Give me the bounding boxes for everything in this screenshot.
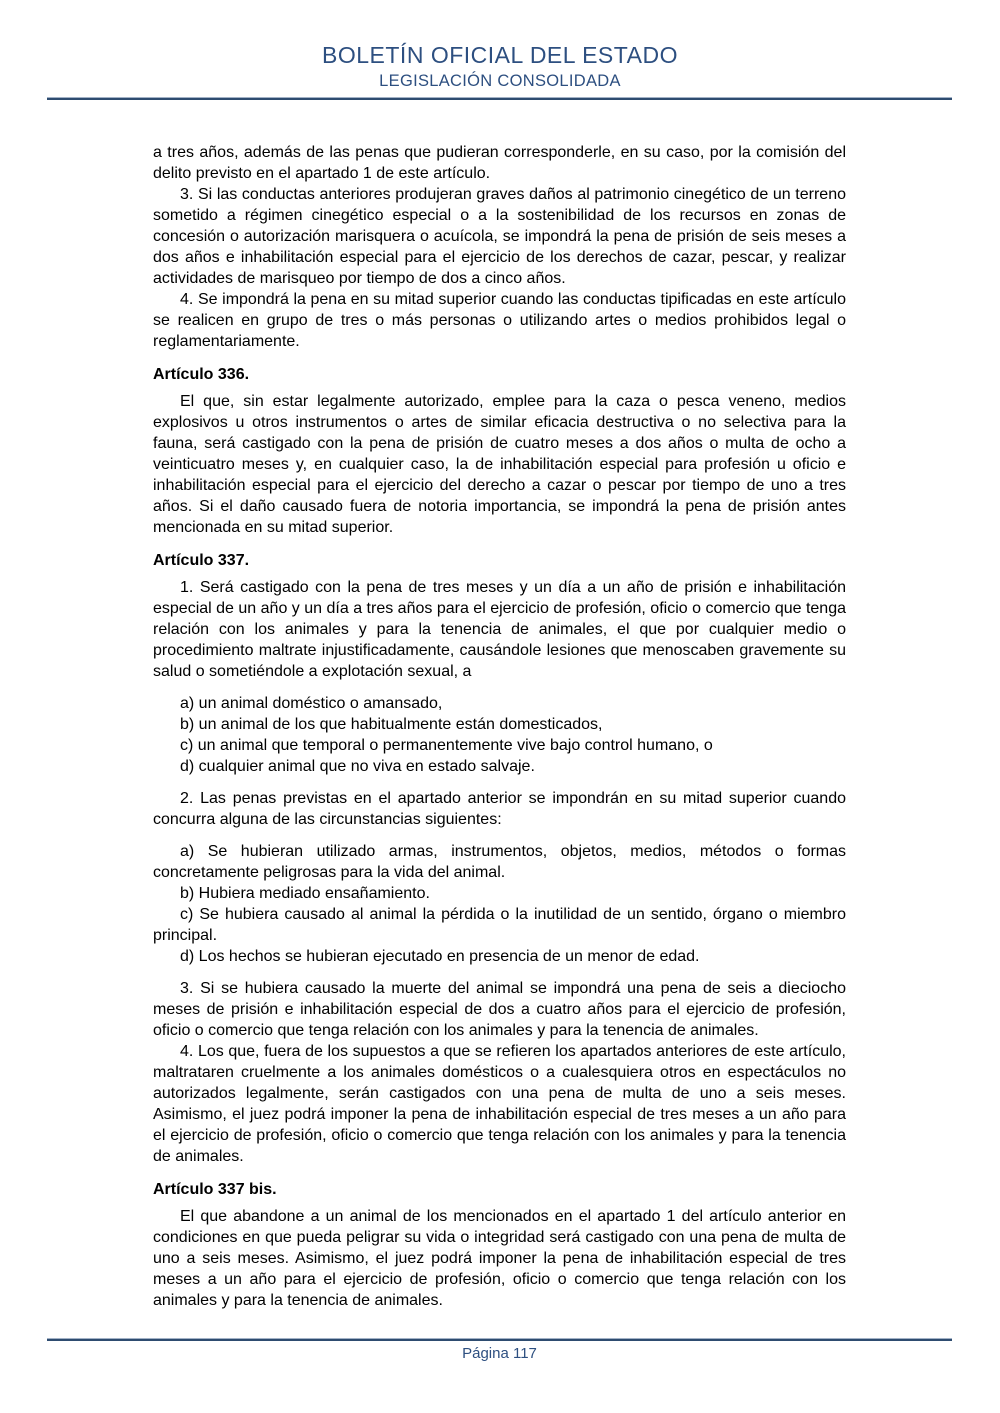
header-title: BOLETÍN OFICIAL DEL ESTADO bbox=[322, 42, 678, 68]
page-footer bbox=[47, 1338, 952, 1363]
list-item-b: b) un animal de los que habitualmente están domesticados, bbox=[180, 716, 603, 733]
paragraph-336: El que, sin estar legalmente autorizado, emplee para la caza o pesca veneno, medios explosivos u otros instrumentos o artes de similar eficacia destructiva o no selectiva para la fauna, será castigado con la pena de prisión de cuatro meses a dos años o multa de ocho a veinticuatro meses y, en cualquier caso, la de inhabilitación especial para profesión u oficio e inhabilitación especial para el ejercicio del derecho a cazar o pescar por tiempo de uno a tres años. Si el daño causado fuera de notoria importancia, se impondrá la pena de prisión antes mencionada en su mitad superior. bbox=[153, 393, 846, 536]
footer-rule bbox=[47, 1338, 952, 1341]
page-number: Página 117 bbox=[462, 1345, 537, 1362]
paragraph-337-2: 2. Las penas previstas en el apartado anterior se impondrán en su mitad superior cuando concurra alguna de las circunstancias siguientes: bbox=[153, 790, 846, 828]
article-337-heading: Artículo 337. bbox=[153, 552, 250, 569]
paragraph-337-3: 3. Si se hubiera causado la muerte del animal se impondrá una pena de seis a dieciocho meses de prisión e inhabilitación especial de dos a cuatro años para el ejercicio de profesión, oficio o comercio que tenga relación con los animales y para la tenencia de animales. bbox=[153, 980, 846, 1039]
paragraph-337-2b: b) Hubiera mediado ensañamiento. bbox=[180, 885, 430, 902]
document-body bbox=[153, 142, 846, 1311]
paragraph-332-4: 4. Se impondrá la pena en su mitad superior cuando las conductas tipificadas en este artículo se realicen en grupo de tres o más personas o utilizando artes o medios prohibidos legal o reglamentariamente. bbox=[153, 291, 846, 350]
paragraph-continuation: a tres años, además de las penas que pudieran corresponderle, en su caso, por la comisión del delito previsto en el apartado 1 de este artículo. bbox=[153, 144, 846, 182]
page-header bbox=[0, 0, 1000, 100]
list-item-a: a) un animal doméstico o amansado, bbox=[180, 695, 443, 712]
list-item-d: d) cualquier animal que no viva en estado salvaje. bbox=[180, 758, 535, 775]
paragraph-337-1: 1. Será castigado con la pena de tres meses y un día a un año de prisión e inhabilitación especial de un año y un día a tres años para el ejercicio de profesión, oficio o comercio que tenga relación con los animales y para la tenencia de animales, el que por cualquier medio o procedimiento maltrate injustificadamente, causándole lesiones que menoscaben gravemente su salud o sometiéndole a explotación sexual, a bbox=[153, 579, 846, 680]
list-item-c: c) un animal que temporal o permanentemente vive bajo control humano, o bbox=[180, 737, 713, 754]
paragraph-337-4: 4. Los que, fuera de los supuestos a que se refieren los apartados anteriores de este artículo, maltrataren cruelmente a los animales domésticos o a cualesquiera otros en espectáculos no autorizados legalmente, serán castigados con una pena de multa de uno a seis meses. Asimismo, el juez podrá imponer la pena de inhabilitación especial de tres meses a un año para el ejercicio de profesión, oficio o comercio que tenga relación con los animales y para la tenencia de animales. bbox=[153, 1043, 846, 1165]
paragraph-337-2a: a) Se hubieran utilizado armas, instrumentos, objetos, medios, métodos o formas concretamente peligrosas para la vida del animal. bbox=[153, 843, 846, 881]
paragraph-337-2c: c) Se hubiera causado al animal la pérdida o la inutilidad de un sentido, órgano o miembro principal. bbox=[153, 906, 846, 944]
article-336-heading: Artículo 336. bbox=[153, 366, 250, 383]
paragraph-332-3: 3. Si las conductas anteriores produjeran graves daños al patrimonio cinegético de un terreno sometido a régimen cinegético especial o a la sostenibilidad de los recursos en zonas de concesión o autorización marisquera o acuícola, se impondrá la pena de prisión de seis meses a dos años e inhabilitación especial para el ejercicio de los derechos de cazar, pescar, y realizar actividades de marisqueo por tiempo de dos a cinco años. bbox=[153, 186, 846, 287]
paragraph-337bis: El que abandone a un animal de los mencionados en el apartado 1 del artículo anterior en condiciones en que pueda peligrar su vida o integridad será castigado con una pena de multa de uno a seis meses. Asimismo, el juez podrá imponer la pena de inhabilitación especial de tres meses a un año para el ejercicio de profesión, oficio o comercio que tenga relación con los animales y para la tenencia de animales. bbox=[153, 1208, 846, 1309]
article-337bis-heading: Artículo 337 bis. bbox=[153, 1181, 277, 1198]
header-subtitle: LEGISLACIÓN CONSOLIDADA bbox=[379, 72, 621, 90]
paragraph-337-2d: d) Los hechos se hubieran ejecutado en presencia de un menor de edad. bbox=[180, 948, 700, 965]
header-rule bbox=[47, 97, 952, 100]
